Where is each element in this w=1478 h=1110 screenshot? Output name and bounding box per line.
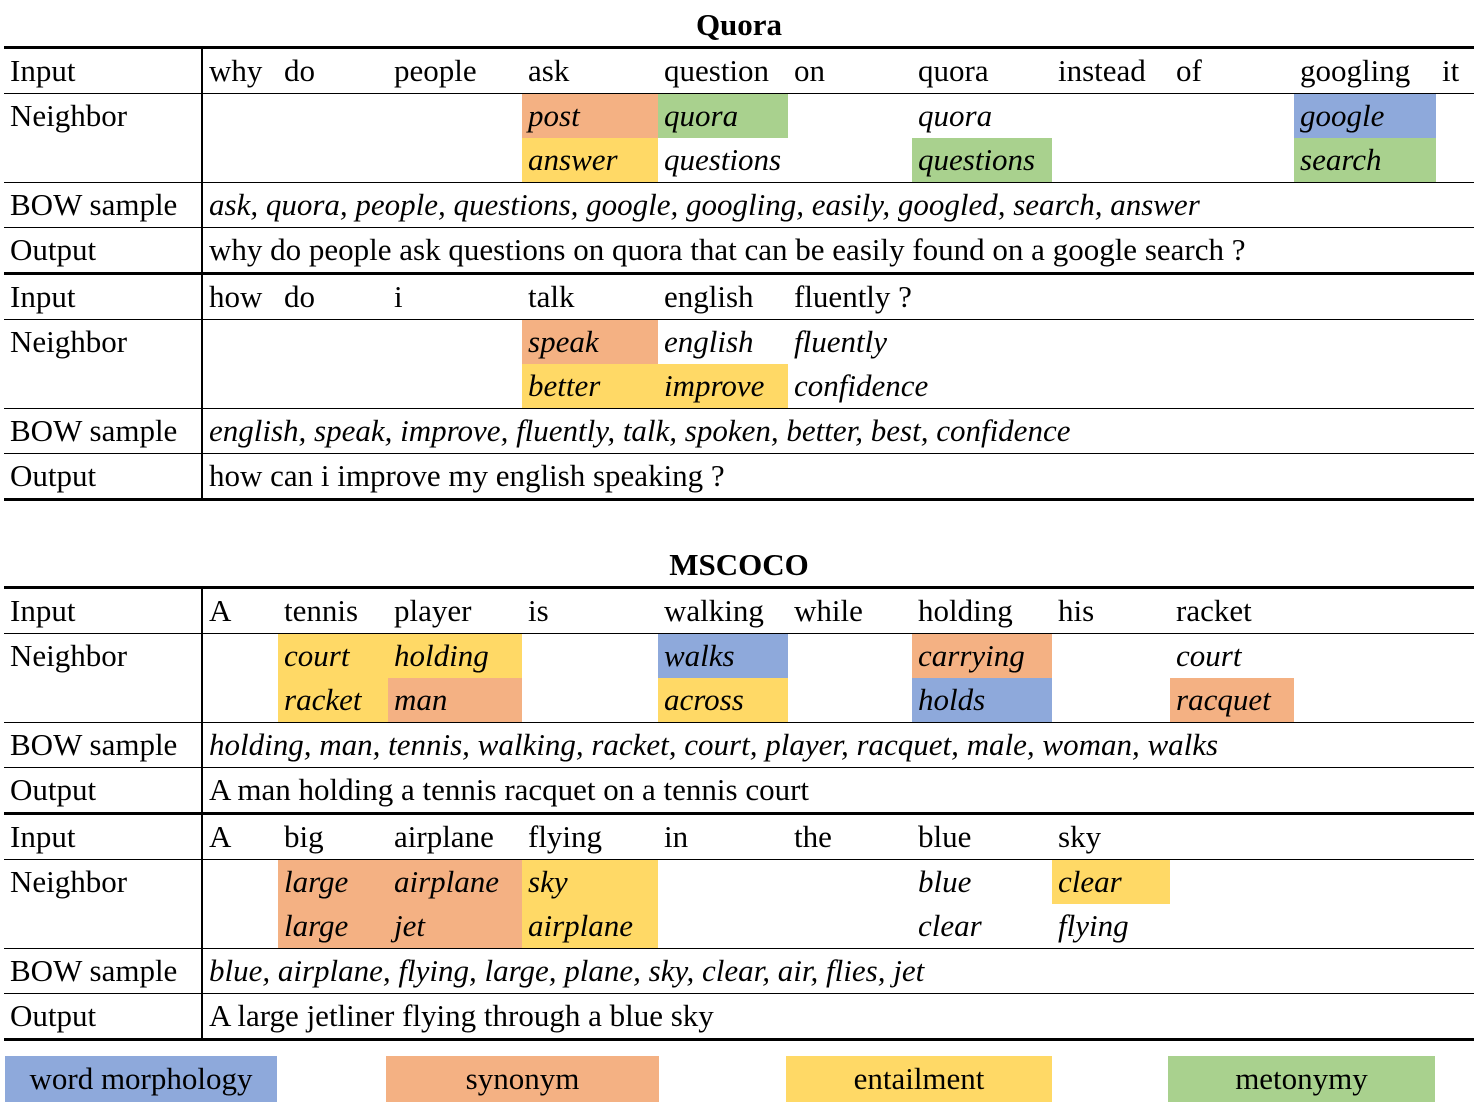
neighbor-word: airplane — [522, 904, 658, 949]
input-word: of — [1170, 48, 1294, 94]
input-word: on — [788, 48, 912, 94]
neighbor-word: better — [522, 364, 658, 409]
mscoco-ex1-input-row — [4, 588, 1474, 634]
input-word: i — [388, 274, 522, 320]
neighbor-word: quora — [658, 94, 788, 139]
quora-ex2-neighbor-row — [4, 320, 1474, 365]
bow-sample: blue, airplane, flying, large, plane, sky, clear, air, flies, jet — [202, 949, 1474, 994]
input-word: fluently — [794, 279, 891, 314]
input-word: ask — [522, 48, 658, 94]
neighbor-word: large — [278, 860, 388, 905]
input-word: flying — [522, 814, 658, 860]
mscoco-ex1-bow-row — [4, 723, 1474, 768]
mscoco-ex2-input-row — [4, 814, 1474, 860]
input-word: tennis — [278, 588, 388, 634]
output-sentence: A large jetliner flying through a blue sky — [202, 994, 1474, 1040]
input-word: big — [278, 814, 388, 860]
neighbor-word: post — [522, 94, 658, 139]
input-word: how — [202, 274, 278, 320]
input-label: Input — [4, 814, 202, 860]
input-word: sky — [1052, 814, 1170, 860]
mscoco-title: MSCOCO — [669, 547, 809, 582]
quora-ex1-neighbor-row2 — [4, 138, 1474, 183]
input-word: do — [278, 48, 388, 94]
quora-ex1-bow-row — [4, 183, 1474, 228]
mscoco-ex2-neighbor-row — [4, 860, 1474, 905]
input-word: in — [658, 814, 788, 860]
neighbor-word: racquet — [1170, 678, 1294, 723]
input-word: googling — [1294, 48, 1436, 94]
output-label: Output — [4, 994, 202, 1040]
neighbor-word: quora — [912, 94, 1052, 139]
neighbor-word: confidence — [794, 368, 929, 403]
input-label: Input — [4, 48, 202, 94]
mscoco-table — [4, 586, 1474, 1041]
quora-ex2-neighbor-row2 — [4, 364, 1474, 409]
legend-entailment: entailment — [786, 1056, 1052, 1102]
neighbor-word: court — [1170, 634, 1294, 679]
bow-label: BOW sample — [4, 409, 202, 454]
input-word: A — [202, 814, 278, 860]
input-label: Input — [4, 274, 202, 320]
input-word — [788, 274, 1052, 320]
input-label: Input — [4, 588, 202, 634]
neighbor-word: airplane — [388, 860, 522, 905]
quora-table — [4, 46, 1474, 501]
input-word: A — [202, 588, 278, 634]
quora-ex2-bow-row — [4, 409, 1474, 454]
quora-ex2-input-row — [4, 274, 1474, 320]
legend-word-morphology: word morphology — [5, 1056, 277, 1102]
input-word: why — [202, 48, 278, 94]
mscoco-ex1-output-row — [4, 768, 1474, 814]
input-word: blue — [912, 814, 1052, 860]
mscoco-ex1-neighbor-row2 — [4, 678, 1474, 723]
input-word: quora — [912, 48, 1052, 94]
output-label: Output — [4, 768, 202, 814]
bow-label: BOW sample — [4, 949, 202, 994]
input-word: his — [1052, 588, 1170, 634]
neighbor-word: clear — [1052, 860, 1170, 905]
legend-synonym: synonym — [386, 1056, 659, 1102]
input-word: racket — [1170, 588, 1294, 634]
mscoco-ex1-neighbor-row — [4, 634, 1474, 679]
neighbor-word: large — [278, 904, 388, 949]
neighbor-word: walks — [658, 634, 788, 679]
input-word: it — [1436, 48, 1474, 94]
input-word: the — [788, 814, 912, 860]
mscoco-ex2-output-row — [4, 994, 1474, 1040]
input-word: ? — [898, 279, 912, 314]
input-word: airplane — [388, 814, 522, 860]
quora-title: Quora — [695, 7, 783, 42]
input-word: talk — [522, 274, 658, 320]
bow-sample: english, speak, improve, fluently, talk, spoken, better, best, confidence — [202, 409, 1474, 454]
quora-ex2-output-row — [4, 454, 1474, 500]
bow-sample: holding, man, tennis, walking, racket, court, player, racquet, male, woman, walks — [202, 723, 1474, 768]
neighbor-word: clear — [918, 908, 982, 943]
input-word: do — [278, 274, 388, 320]
neighbor-word: improve — [658, 364, 788, 409]
neighbor-word: speak — [522, 320, 658, 365]
neighbor-word: man — [388, 678, 522, 723]
neighbor-label: Neighbor — [4, 860, 202, 949]
neighbor-word: english — [658, 320, 788, 365]
input-word: walking — [658, 588, 788, 634]
input-word: while — [788, 588, 912, 634]
neighbor-word: jet — [388, 904, 522, 949]
quora-ex1-input-row — [4, 48, 1474, 94]
neighbor-label: Neighbor — [4, 94, 202, 183]
neighbor-word: blue — [912, 860, 1052, 905]
quora-ex1-neighbor-row — [4, 94, 1474, 139]
neighbor-word: flying — [1058, 908, 1129, 943]
mscoco-ex2-bow-row — [4, 949, 1474, 994]
output-sentence: how can i improve my english speaking ? — [202, 454, 1474, 500]
bow-sample: ask, quora, people, questions, google, googling, easily, googled, search, answer — [202, 183, 1474, 228]
legend-metonymy: metonymy — [1168, 1056, 1435, 1102]
input-word: question — [658, 48, 788, 94]
input-word: instead — [1052, 48, 1170, 94]
neighbor-word: sky — [522, 860, 658, 905]
neighbor-word: holds — [912, 678, 1052, 723]
neighbor-word: court — [278, 634, 388, 679]
neighbor-label: Neighbor — [4, 634, 202, 723]
output-sentence: why do people ask questions on quora that can be easily found on a google search ? — [202, 228, 1474, 274]
neighbor-word: carrying — [912, 634, 1052, 679]
bow-label: BOW sample — [4, 723, 202, 768]
neighbor-word: search — [1294, 138, 1436, 183]
neighbor-label: Neighbor — [4, 320, 202, 409]
neighbor-word: questions — [912, 138, 1052, 183]
input-word: holding — [912, 588, 1052, 634]
neighbor-word: google — [1294, 94, 1436, 139]
neighbor-word: racket — [278, 678, 388, 723]
output-sentence: A man holding a tennis racquet on a tennis court — [202, 768, 1474, 814]
quora-ex1-output-row — [4, 228, 1474, 274]
output-label: Output — [4, 228, 202, 274]
input-word: player — [388, 588, 522, 634]
neighbor-word: questions — [664, 142, 782, 177]
neighbor-word: fluently — [788, 320, 912, 365]
input-word: english — [658, 274, 788, 320]
neighbor-word: holding — [388, 634, 522, 679]
neighbor-word: across — [658, 678, 788, 723]
neighbor-word: answer — [522, 138, 658, 183]
input-word: is — [522, 588, 658, 634]
input-word: people — [388, 48, 522, 94]
bow-label: BOW sample — [4, 183, 202, 228]
output-label: Output — [4, 454, 202, 500]
mscoco-ex2-neighbor-row2 — [4, 904, 1474, 949]
